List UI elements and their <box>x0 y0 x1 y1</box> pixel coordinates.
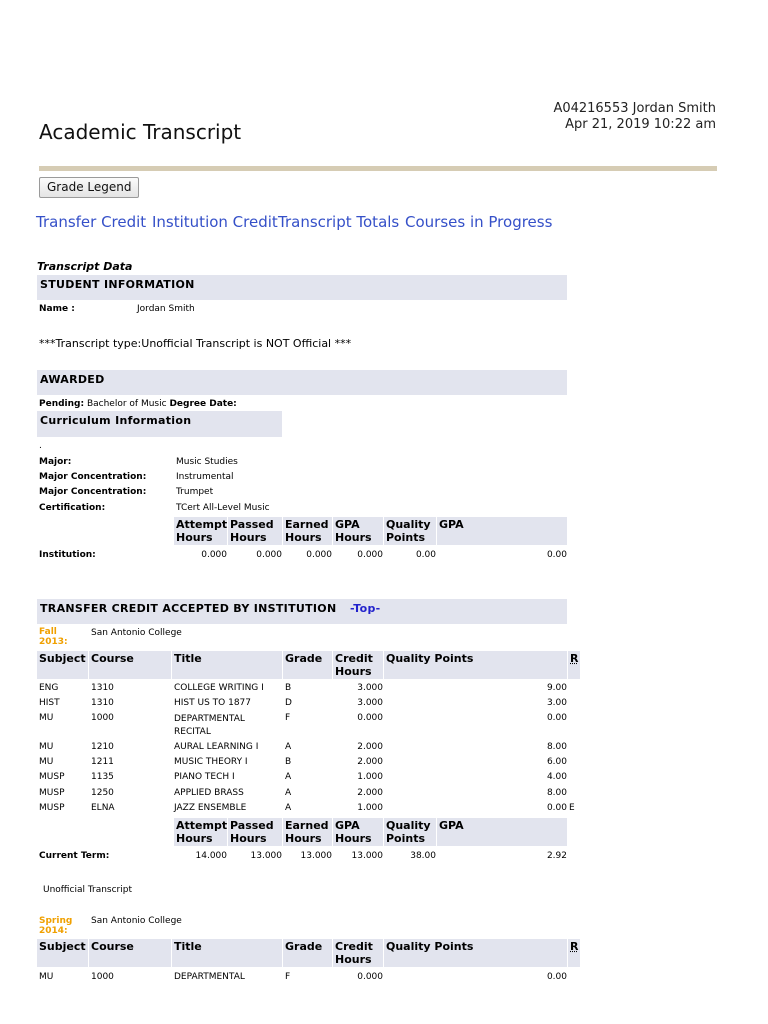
col-header: Earned Hours <box>283 818 332 846</box>
grade-legend-button[interactable]: Grade Legend <box>39 177 139 198</box>
transfer-credit-heading: TRANSFER CREDIT ACCEPTED BY INSTITUTION <box>40 602 337 615</box>
top-link[interactable]: -Top- <box>350 602 381 615</box>
col-header: Earned Hours <box>283 517 332 545</box>
pending-value: Bachelor of Music <box>86 399 167 409</box>
col-header-grade: Grade <box>283 939 332 967</box>
report-datetime: Apr 21, 2019 10:22 am <box>565 117 716 132</box>
col-header-course: Course <box>89 651 171 679</box>
col-header: GPA <box>437 517 567 545</box>
col-header: Passed Hours <box>228 517 282 545</box>
col-header-subject: Subject <box>37 939 88 967</box>
col-header: Quality Points <box>384 517 436 545</box>
col-header-r: R <box>568 651 580 679</box>
nav-link-institution-credit[interactable]: Institution Credit <box>152 213 278 231</box>
col-header-credit-hours: Credit Hours <box>333 651 383 679</box>
student-info-header <box>37 275 567 300</box>
institution-quality-points: 0.00 <box>415 550 436 560</box>
current-passed-hours: 13.000 <box>250 851 282 861</box>
col-header-quality-points: Quality Points <box>384 939 567 967</box>
concentration-label: Major Concentration: <box>39 472 147 482</box>
current-gpa-hours: 13.000 <box>351 851 383 861</box>
transcript-data-label: Transcript Data <box>37 260 133 273</box>
col-header: Attempt Hours <box>176 518 228 544</box>
institution-earned-hours: 0.000 <box>306 550 332 560</box>
institution-gpa: 0.00 <box>546 550 567 560</box>
col-header-title: Title <box>172 939 282 967</box>
col-header-grade: Grade <box>283 651 332 679</box>
concentration-value: Trumpet <box>176 487 214 497</box>
header-divider <box>39 166 717 171</box>
current-quality-points: 38.00 <box>410 851 436 861</box>
concentration-label: Major Concentration: <box>39 487 147 497</box>
certification-value: TCert All-Level Music <box>176 503 270 513</box>
user-datetime <box>553 101 716 133</box>
school-name: San Antonio College <box>91 916 182 926</box>
term-label: Fall 2013: <box>39 627 68 647</box>
certification-label: Certification: <box>39 503 106 513</box>
current-earned-hours: 13.000 <box>300 851 332 861</box>
institution-passed-hours: 0.000 <box>256 550 282 560</box>
user-id-name: A04216553 Jordan Smith <box>553 101 716 116</box>
nav-link-transcript-totals[interactable]: Transcript Totals <box>278 213 400 231</box>
col-header: GPA <box>437 818 567 846</box>
curriculum-heading: Curriculum Information <box>40 414 192 427</box>
pending-row <box>39 399 237 409</box>
col-header-r: R <box>568 939 580 967</box>
concentration-value: Instrumental <box>176 472 234 482</box>
degree-date-label: Degree Date: <box>169 399 237 409</box>
curriculum-dot: . <box>39 441 42 451</box>
col-header-course: Course <box>89 939 171 967</box>
institution-gpa-hours: 0.000 <box>357 550 383 560</box>
student-info-heading: STUDENT INFORMATION <box>40 278 195 291</box>
school-name: San Antonio College <box>91 628 182 638</box>
unofficial-note: Unofficial Transcript <box>43 885 132 895</box>
col-header: GPA Hours <box>333 517 383 545</box>
col-header-quality-points: Quality Points <box>384 651 567 679</box>
current-attempt-hours: 14.000 <box>195 851 227 861</box>
nav-link-transfer-credit[interactable]: Transfer Credit <box>36 213 147 231</box>
transcript-type-note: ***Transcript type:Unofficial Transcript is NOT Official *** <box>39 337 352 350</box>
page-title: Academic Transcript <box>39 120 242 144</box>
current-gpa: 2.92 <box>546 851 567 861</box>
col-header-subject: Subject <box>37 651 88 679</box>
transfer-credit-header <box>37 599 567 624</box>
institution-label: Institution: <box>39 550 96 560</box>
major-value: Music Studies <box>176 457 238 467</box>
col-header: Quality Points <box>384 818 436 846</box>
name-label: Name : <box>39 304 75 314</box>
institution-attempt-hours: 0.000 <box>201 550 227 560</box>
major-label: Major: <box>39 457 72 467</box>
col-header-credit-hours: Credit Hours <box>333 939 383 967</box>
awarded-heading: AWARDED <box>40 373 105 386</box>
name-value: Jordan Smith <box>137 304 195 314</box>
col-header: GPA Hours <box>333 818 383 846</box>
awarded-header <box>37 370 567 395</box>
curriculum-header <box>37 411 282 437</box>
pending-label: Pending: <box>39 399 85 409</box>
nav-link-courses-in-progress[interactable]: Courses in Progress <box>405 213 553 231</box>
current-term-label: Current Term: <box>39 851 110 861</box>
col-header: Passed Hours <box>228 818 282 846</box>
col-header: Attempt Hours <box>176 819 228 845</box>
term-label: Spring 2014: <box>39 916 73 936</box>
col-header-title: Title <box>172 651 282 679</box>
